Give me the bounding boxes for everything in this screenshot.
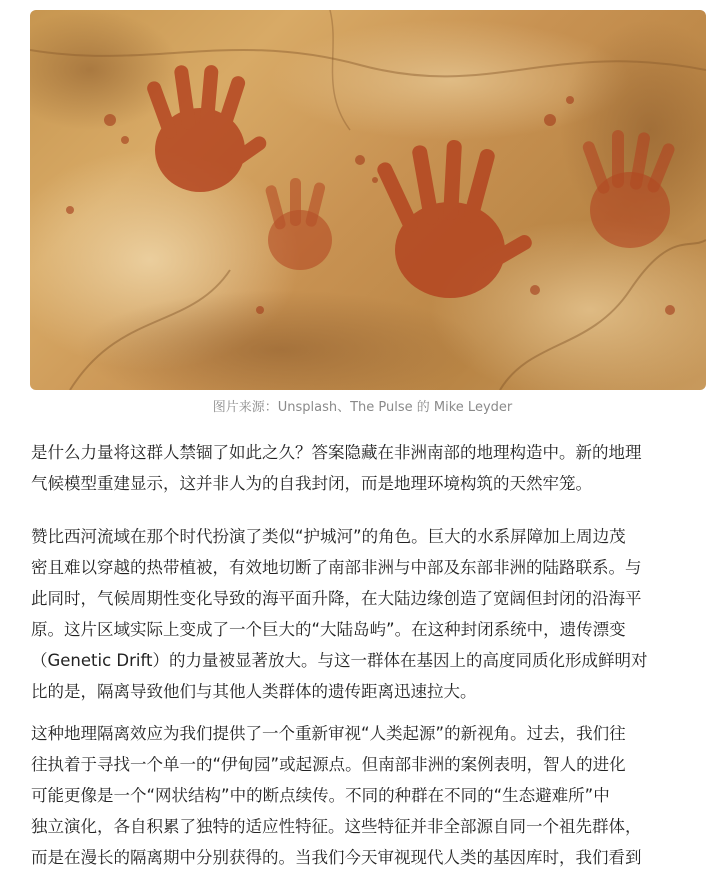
paragraph-line: （Genetic Drift）的力量被显著放大。与这一群体在基因上的高度同质化形成鲜明对 (31, 651, 648, 670)
paragraph-line: 比的是，隔离导致他们与其他人类群体的遗传距离迅速拉大。 (31, 682, 477, 701)
paragraph-line: 独立演化，各自积累了独特的适应性特征。这些特征并非全部源自同一个祖先群体， (31, 817, 642, 836)
paragraph-line: 气候模型重建显示，这并非人为的自我封闭，而是地理环境构筑的天然牢笼。 (31, 474, 592, 493)
paragraph (31, 718, 707, 873)
paragraph-line: 而是在漫长的隔离期中分别获得的。当我们今天审视现代人类的基因库时，我们看到 (31, 848, 642, 867)
paragraph-line: 这种地理隔离效应为我们提供了一个重新审视“人类起源”的新视角。过去，我们往 (31, 724, 626, 743)
paragraph-line: 密且难以穿越的热带植被，有效地切断了南部非洲与中部及东部非洲的陆路联系。与 (31, 558, 642, 577)
rock-art-illustration (30, 10, 706, 390)
image-caption: 图片来源：Unsplash、The Pulse 的 Mike Leyder (212, 400, 513, 415)
paragraph (31, 437, 707, 499)
paragraph-line: 赞比西河流域在那个时代扮演了类似“护城河”的角色。巨大的水系屏障加上周边茂 (31, 527, 626, 546)
paragraph-line: 原。这片区域实际上变成了一个巨大的“大陆岛屿”。在这种封闭系统中，遗传漂变 (31, 620, 626, 639)
paragraph-line: 可能更像是一个“网状结构”中的断点续传。不同的种群在不同的“生态避难所”中 (31, 786, 610, 805)
paragraph-line: 是什么力量将这群人禁锢了如此之久？答案隐藏在非洲南部的地理构造中。新的地理 (31, 443, 642, 462)
rock-art-photo (30, 10, 706, 390)
paragraph-line: 此同时，气候周期性变化导致的海平面升降，在大陆边缘创造了宽阔但封闭的沿海平 (31, 589, 642, 608)
paragraph (31, 521, 707, 707)
paragraph-line: 往执着于寻找一个单一的“伊甸园”或起源点。但南部非洲的案例表明，智人的进化 (31, 755, 626, 774)
